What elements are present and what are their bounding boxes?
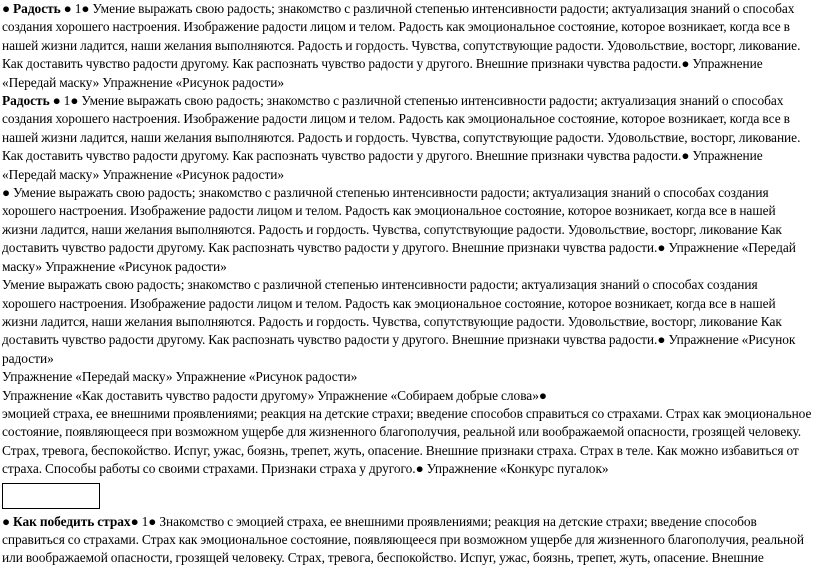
paragraph-fear-2 [2, 513, 814, 568]
paragraph-title: Радость [13, 1, 61, 16]
exercise-text: Упражнение «Как доставить чувство радости другому» Упражнение «Собираем добрые слова» [2, 387, 539, 403]
bullet: ● [52, 93, 61, 109]
bullet: ● [81, 1, 90, 16]
bullet: ● [415, 461, 424, 477]
bullet: ● [148, 513, 157, 529]
paragraph-body: Умение выражать свою радость; знакомство с различной степенью интенсивности радости; актуализация знаний о способах создания хорошего настроения. Изображение радости лицом и телом. Радость как эмоциональное состояние, которое возникает, когда все в нашей жизни ладится, наши желания выполняются. Радость и гордость. Чувства, сопутствующие радости. Удовольствие, восторг, ликование Как доставить чувство радости другому. Как распознать чувство радости у другого. Внешние признаки чувства радости. [2, 277, 782, 348]
bullet: ● [681, 56, 690, 72]
paragraph-body: эмоцией страха, ее внешними проявлениями; реакция на детские страхи; введение способов справиться со страхами. Страх как эмоциональное состояние, появляющееся при возможном ущербе для жизненного благополучия, реальной или воображаемой опасности, грозящей человеку. Страх, тревога, беспокойство. Испуг, ужас, боязнь, трепет, жуть, опасение. Внешние признаки страха. Страх в теле. Как можно избавиться от страха. Способы работы со своими страхами. Признаки страха у другого. [2, 405, 812, 477]
lesson-number: 1 [63, 93, 71, 109]
exercise-text: Упражнение «Конкурс пугалок» [426, 461, 609, 477]
bullet: ● [681, 148, 690, 164]
paragraph-joy-3 [2, 184, 814, 276]
exercise-text: Упражнение «Передай маску» Упражнение «Рисунок радости» [2, 56, 763, 90]
exercise-text: Упражнение «Передай маску» Упражнение «Рисунок радости» [2, 240, 796, 274]
lesson-number: 1 [141, 513, 149, 529]
bullet: ● [538, 387, 547, 403]
bullet: ● [70, 93, 79, 109]
bullet: ● [2, 185, 11, 201]
bullet: ● [2, 513, 11, 529]
paragraph-joy-4 [2, 276, 814, 368]
exercise-text: Упражнение «Передай маску» Упражнение «Рисунок радости» [2, 369, 358, 385]
bullet: ● [657, 240, 666, 256]
paragraph-exercises-2 [2, 387, 814, 405]
paragraph-joy-2 [2, 92, 814, 184]
paragraph-body: Умение выражать свою радость; знакомство с различной степенью интенсивности радости; актуализация знаний о способах создания хорошего настроения. Изображение радости лицом и телом. Радость как эмоциональное состояние, которое возникает, когда все в нашей жизни ладится, наши желания выполняются. Радость и гордость. Чувства, сопутствующие радости. Удовольствие, восторг, ликование. Как доставить чувство радости другому. Как распознать чувство радости у другого. Внешние признаки чувства радости. [2, 93, 801, 164]
paragraph-exercises-1 [2, 368, 814, 386]
paragraph-fear-1 [2, 405, 814, 479]
exercise-text: Упражнение «Рисунок радости» [2, 332, 796, 366]
bullet: ● [130, 513, 139, 529]
paragraph-title: Как победить страх [13, 513, 131, 529]
bullet: ● [657, 332, 666, 348]
paragraph-title: Радость [2, 93, 50, 109]
bullet: ● [2, 1, 11, 16]
exercise-text: Упражнение «Передай маску» Упражнение «Рисунок радости» [2, 148, 763, 182]
paragraph-body: Знакомство с эмоцией страха, ее внешними проявлениями; реакция на детские страхи; введение способов справиться со страхами. Страх как эмоциональное состояние, появляющееся при возможном ущербе для жизненного благополучия, реальной или воображаемой опасности, грозящей человеку. Страх, тревога, беспокойство. Испуг, ужас, боязнь, трепет, жуть, опасение. Внешние [2, 513, 804, 566]
lesson-number: 1 [74, 1, 82, 16]
paragraph-body: Умение выражать свою радость; знакомство с различной степенью интенсивности радости; актуализация знаний о способах создания хорошего настроения. Изображение радости лицом и телом. Радость как эмоциональное состояние, которое возникает, когда все в нашей жизни ладится, наши желания выполняются. Радость и гордость. Чувства, сопутствующие радости. Удовольствие, восторг, ликование. Как доставить чувство радости другому. Как распознать чувство радости у другого. Внешние признаки чувства радости. [2, 1, 801, 72]
paragraph-joy-1 [2, 0, 814, 92]
empty-box [2, 483, 100, 509]
bullet: ● [63, 1, 72, 16]
paragraph-body: Умение выражать свою радость; знакомство с различной степенью интенсивности радости; актуализация знаний о способах создания хорошего настроения. Изображение радости лицом и телом. Радость как эмоциональное состояние, которое возникает, когда все в нашей жизни ладится, наши желания выполняются. Радость и гордость. Чувства, сопутствующие радости. Удовольствие, восторг, ликование Как доставить чувство радости другому. Как распознать чувство радости у другого. Внешние признаки чувства радости. [2, 185, 782, 256]
